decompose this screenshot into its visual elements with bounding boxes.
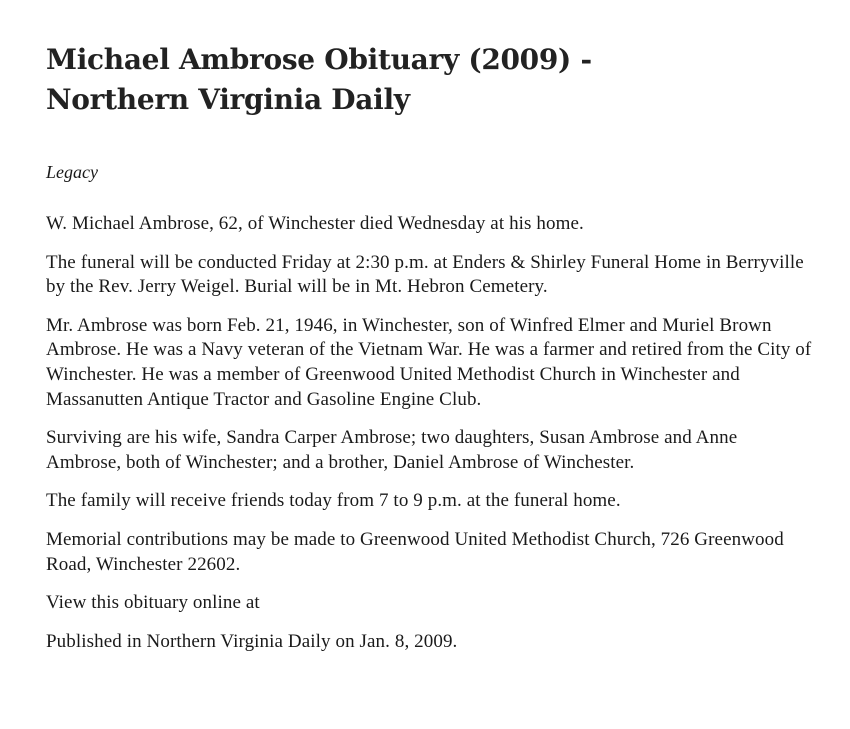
source-label: Legacy bbox=[46, 162, 98, 182]
obituary-body bbox=[46, 212, 816, 654]
paragraph-published: Published in Northern Virginia Daily on Jan. 8, 2009. bbox=[46, 630, 458, 652]
paragraph-view-online: View this obituary online at bbox=[46, 592, 260, 614]
page-title bbox=[46, 40, 816, 120]
paragraph-funeral: The funeral will be conducted Friday at 2:30 p.m. at Enders & Shirley Funeral Home in Berryville by the Rev. Jerry Weigel. Burial will be in Mt. Hebron Cemetery. bbox=[46, 251, 804, 298]
paragraph-death-notice: W. Michael Ambrose, 62, of Winchester died Wednesday at his home. bbox=[46, 213, 584, 234]
title-line-2: Northern Virginia Daily bbox=[46, 83, 410, 116]
obituary-page bbox=[46, 40, 816, 668]
paragraph-biography: Mr. Ambrose was born Feb. 21, 1946, in Winchester, son of Winfred Elmer and Muriel Brown Ambrose. He was a Navy veteran of the Vietnam War. He was a farmer and retired from the City of Winchester. He was a member of Greenwood United Methodist Church in Winchester and Massanutten Antique Tractor and Gasoline Engine Club. bbox=[46, 314, 812, 410]
paragraph-memorial: Memorial contributions may be made to Greenwood United Methodist Church, 726 Greenwood Road, Winchester 22602. bbox=[46, 528, 784, 575]
title-line-1: Michael Ambrose Obituary (2009) - bbox=[46, 43, 592, 76]
paragraph-visitation: The family will receive friends today from 7 to 9 p.m. at the funeral home. bbox=[46, 490, 621, 512]
paragraph-survivors: Surviving are his wife, Sandra Carper Ambrose; two daughters, Susan Ambrose and Anne Ambrose, both of Winchester; and a brother, Daniel Ambrose of Winchester. bbox=[46, 427, 738, 473]
